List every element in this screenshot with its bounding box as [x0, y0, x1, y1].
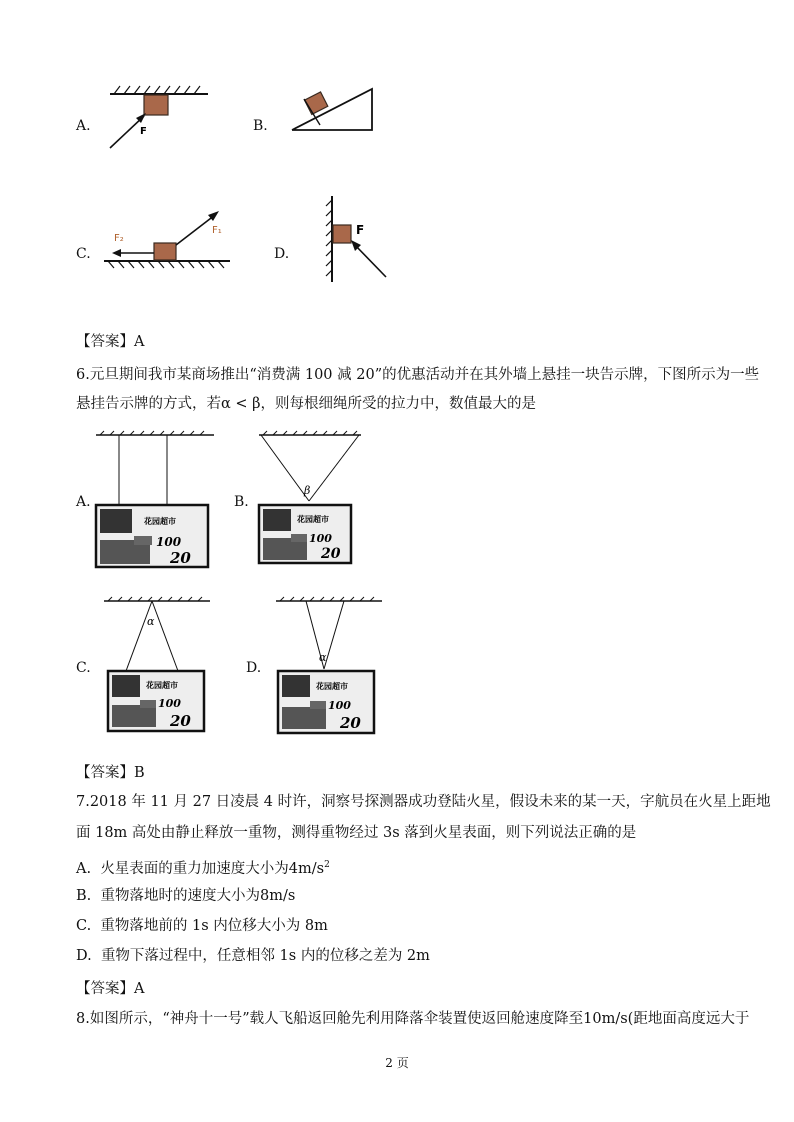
q7-option-a-text: 火星表面的重力加速度大小为4m/s — [100, 860, 325, 877]
q5-answer: 【答案】A — [76, 334, 145, 350]
q6-c-sign-title: 花园超市 — [146, 681, 178, 690]
q6-b-sign-num1: 100 — [309, 532, 332, 545]
q6-b-angle-beta: β — [304, 484, 311, 497]
q6-c-angle-alpha: α — [147, 615, 155, 628]
q6-d-sign-num2: 20 — [340, 714, 361, 732]
q6-d-sign-title: 花园超市 — [316, 682, 348, 691]
q6-option-c-label: C. — [76, 660, 91, 676]
q5-diagram-a — [100, 80, 220, 160]
q5-diagram-c — [100, 205, 235, 270]
q6-option-a-label: A. — [76, 494, 91, 510]
q7-option-c-text: 重物落地前的 1s 内位移大小为 8m — [100, 918, 328, 934]
q6-diagram-c — [100, 595, 218, 740]
q7-option-d — [76, 946, 430, 966]
q6-diagram-a — [92, 430, 222, 575]
q6-text-line1: 6.元旦期间我市某商场推出“消费满 100 减 20”的优惠活动并在其外墙上悬挂一块告示牌，下图所示为一些 — [76, 367, 760, 383]
q5-option-a-label: A. — [76, 118, 91, 134]
q7-option-c — [76, 916, 328, 936]
q8-text-line1: 8.如图所示，“神舟十一号”载人飞船返回舱先利用降落伞装置使返回舱速度降至10m/s(距地面高度远大于 — [76, 1011, 750, 1027]
q7-option-a — [76, 855, 330, 879]
q7-text-line2: 面 18m 高处由静止释放一重物，测得重物经过 3s 落到火星表面，则下列说法正确的是 — [76, 825, 637, 841]
q6-diagram-b — [255, 430, 370, 575]
q7-answer: 【答案】A — [76, 981, 145, 997]
q6-a-sign-num2: 20 — [170, 549, 191, 567]
q5-block-b — [305, 92, 328, 114]
q7-option-b — [76, 886, 295, 906]
q5-block-c — [154, 243, 176, 260]
q6-a-sign-title: 花园超市 — [144, 517, 176, 526]
page-number: 2 页 — [385, 1056, 409, 1070]
q6-option-d-label: D. — [246, 660, 262, 676]
q6-answer: 【答案】B — [76, 765, 145, 781]
q6-a-sign-num1: 100 — [156, 535, 182, 549]
q5-block-d — [333, 225, 351, 243]
q7-option-b-text: 重物落地时的速度大小为8m/s — [100, 888, 296, 904]
q7-option-d-label: D. — [76, 948, 92, 964]
q7-option-d-text: 重物下落过程中，任意相邻 1s 内的位移之差为 2m — [100, 948, 430, 964]
q5-force-label-c1: F₁ — [212, 225, 222, 236]
q7-text-line1: 7.2018 年 11 月 27 日凌晨 4 时许，洞察号探测器成功登陆火星，假设未来的某一天，字航员在火星上距地 — [76, 794, 771, 810]
q5-option-c-label: C. — [76, 246, 91, 262]
q6-d-sign-num1: 100 — [328, 699, 351, 712]
q5-diagram-b — [290, 85, 380, 135]
q5-force-label-d: F — [356, 223, 365, 237]
q5-force-label-c2: F₂ — [114, 233, 124, 244]
q6-text-line2: 悬挂告示牌的方式，若α < β，则每根细绳所受的拉力中，数值最大的是 — [76, 396, 537, 412]
q6-c-sign-num1: 100 — [158, 697, 181, 710]
q6-c-sign-num2: 20 — [170, 712, 191, 730]
q6-diagram-d — [272, 595, 390, 745]
q5-option-b-label: B. — [253, 118, 268, 134]
q6-d-angle-alpha: α — [319, 651, 327, 664]
q6-b-sign-title: 花园超市 — [297, 515, 329, 524]
q7-option-a-sup: 2 — [324, 860, 330, 870]
q7-option-a-label: A. — [76, 860, 92, 877]
q7-option-b-label: B. — [76, 888, 92, 904]
q7-option-c-label: C. — [76, 918, 92, 934]
q6-b-sign-num2: 20 — [321, 546, 341, 562]
q5-force-label-a: F — [140, 126, 147, 137]
q5-option-d-label: D. — [274, 246, 290, 262]
q6-option-b-label: B. — [234, 494, 249, 510]
q5-diagram-d — [318, 192, 398, 287]
q5-block-a — [144, 95, 168, 115]
